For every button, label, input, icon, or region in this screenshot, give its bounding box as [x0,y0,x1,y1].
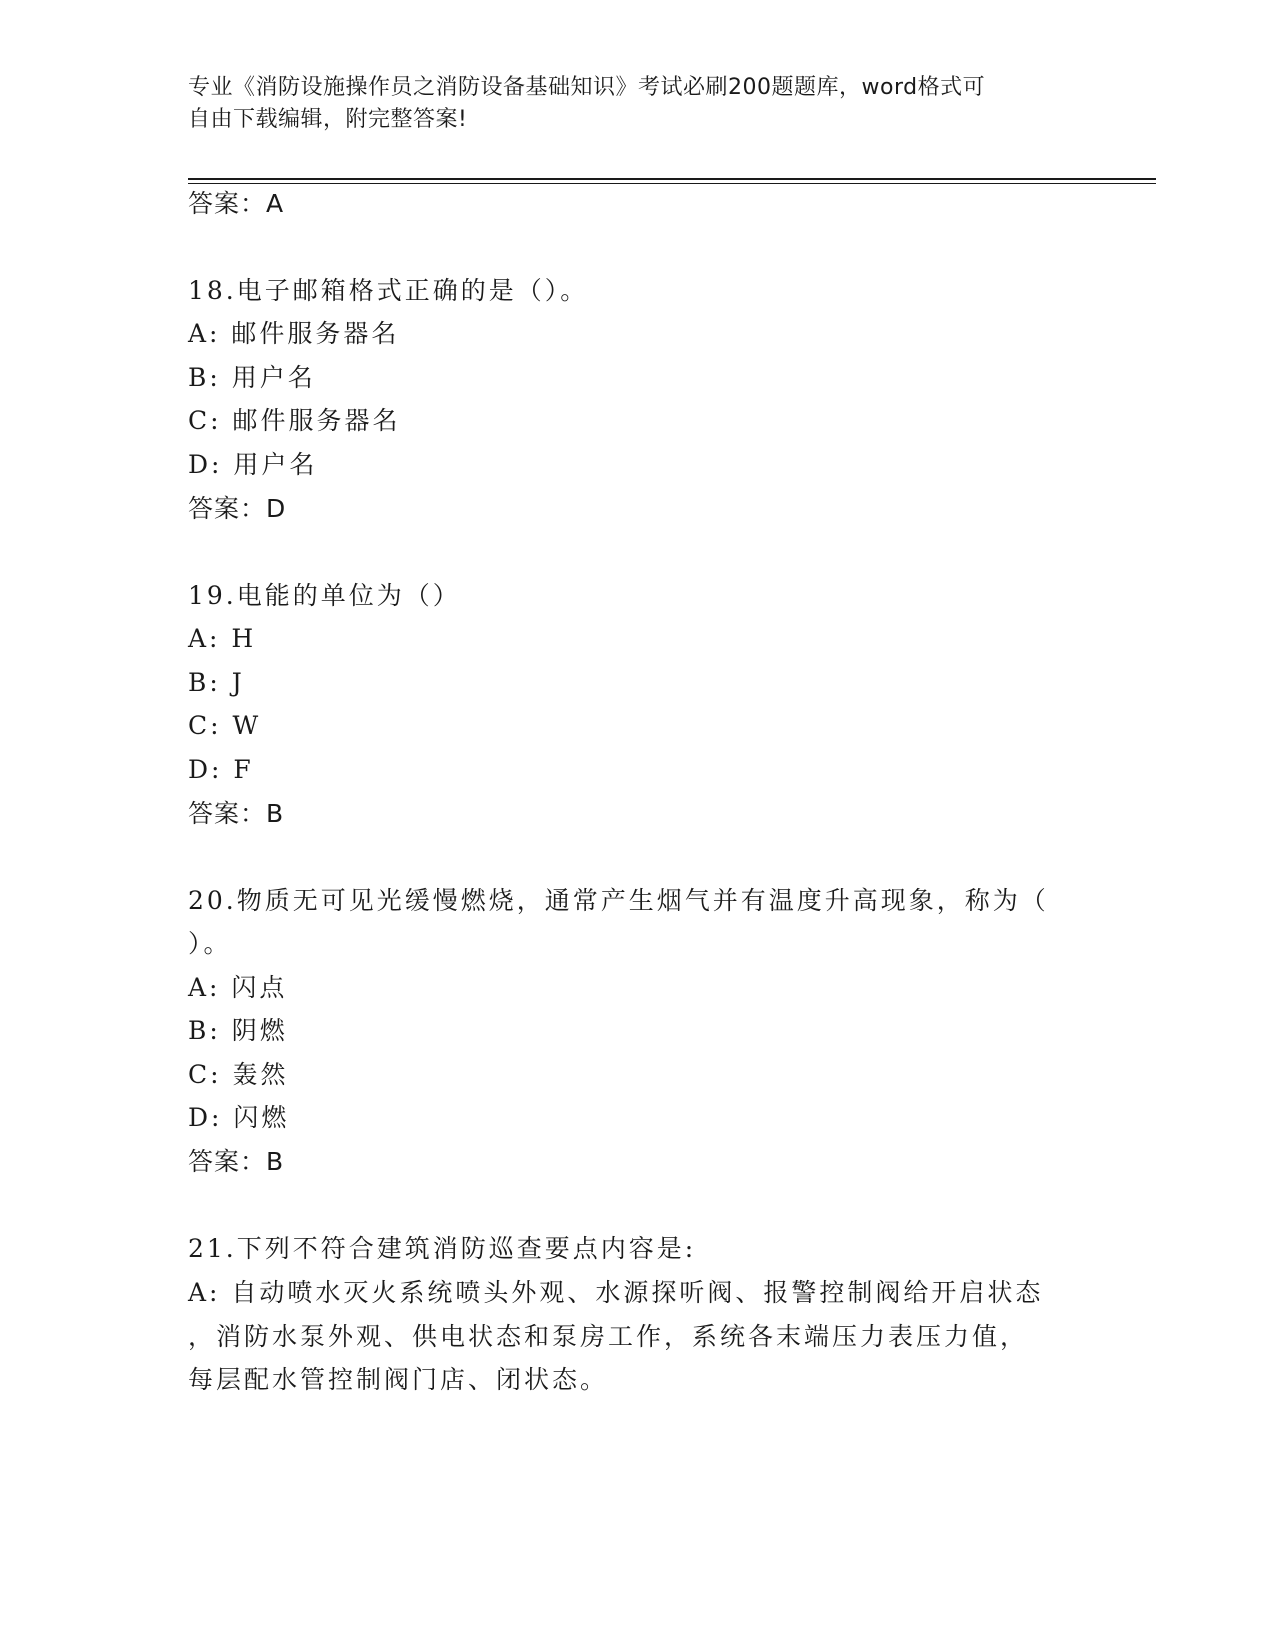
question-20-answer: 答案：B [188,1147,285,1176]
header-divider-thick [188,178,1156,180]
question-21-option-a-line-1: A: 自动喷水灭火系统喷头外观、水源探听阀、报警控制阀给开启状态 [188,1278,1044,1307]
document-header [188,72,1068,136]
question-19-option-c: C: W [188,711,262,740]
question-18-option-b: B: 用户名 [188,363,316,392]
question-18-option-d: D: 用户名 [188,450,318,479]
question-19-option-b: B: J [188,668,245,697]
question-18-option-c: C: 邮件服务器名 [188,406,401,435]
header-divider-thin [188,183,1156,184]
question-21-option-a-line-3: 每层配水管控制阀门店、闭状态。 [188,1365,609,1394]
question-18-answer: 答案：D [188,494,287,523]
question-19-answer: 答案：B [188,799,285,828]
question-19-option-a: A: H [188,624,257,653]
question-20-option-a: A: 闪点 [188,973,288,1002]
question-21-option-a-line-2: ，消防水泵外观、供电状态和泵房工作，系统各末端压力表压力值， [188,1322,1029,1351]
question-20-option-d: D: 闪燃 [188,1103,290,1132]
question-21-title: 21.下列不符合建筑消防巡查要点内容是: [188,1234,697,1263]
question-18-title: 18.电子邮箱格式正确的是（）。 [188,276,589,305]
question-20-option-b: B: 阴燃 [188,1016,288,1045]
header-line-2: 自由下载编辑，附完整答案! [188,107,468,132]
question-18-option-a: A: 邮件服务器名 [188,319,400,348]
question-19-title: 19.电能的单位为（） [188,581,461,610]
question-20-option-c: C: 轰然 [188,1060,289,1089]
question-20-title-line-2: ）。 [188,929,232,958]
question-19-option-d: D: F [188,755,254,784]
header-line-1: 专业《消防设施操作员之消防设备基础知识》考试必刷200题题库，word格式可 [188,75,986,100]
question-20-title-line-1: 20.物质无可见光缓慢燃烧，通常产生烟气并有温度升高现象，称为（ [188,886,1049,915]
previous-answer: 答案：A [188,189,285,218]
